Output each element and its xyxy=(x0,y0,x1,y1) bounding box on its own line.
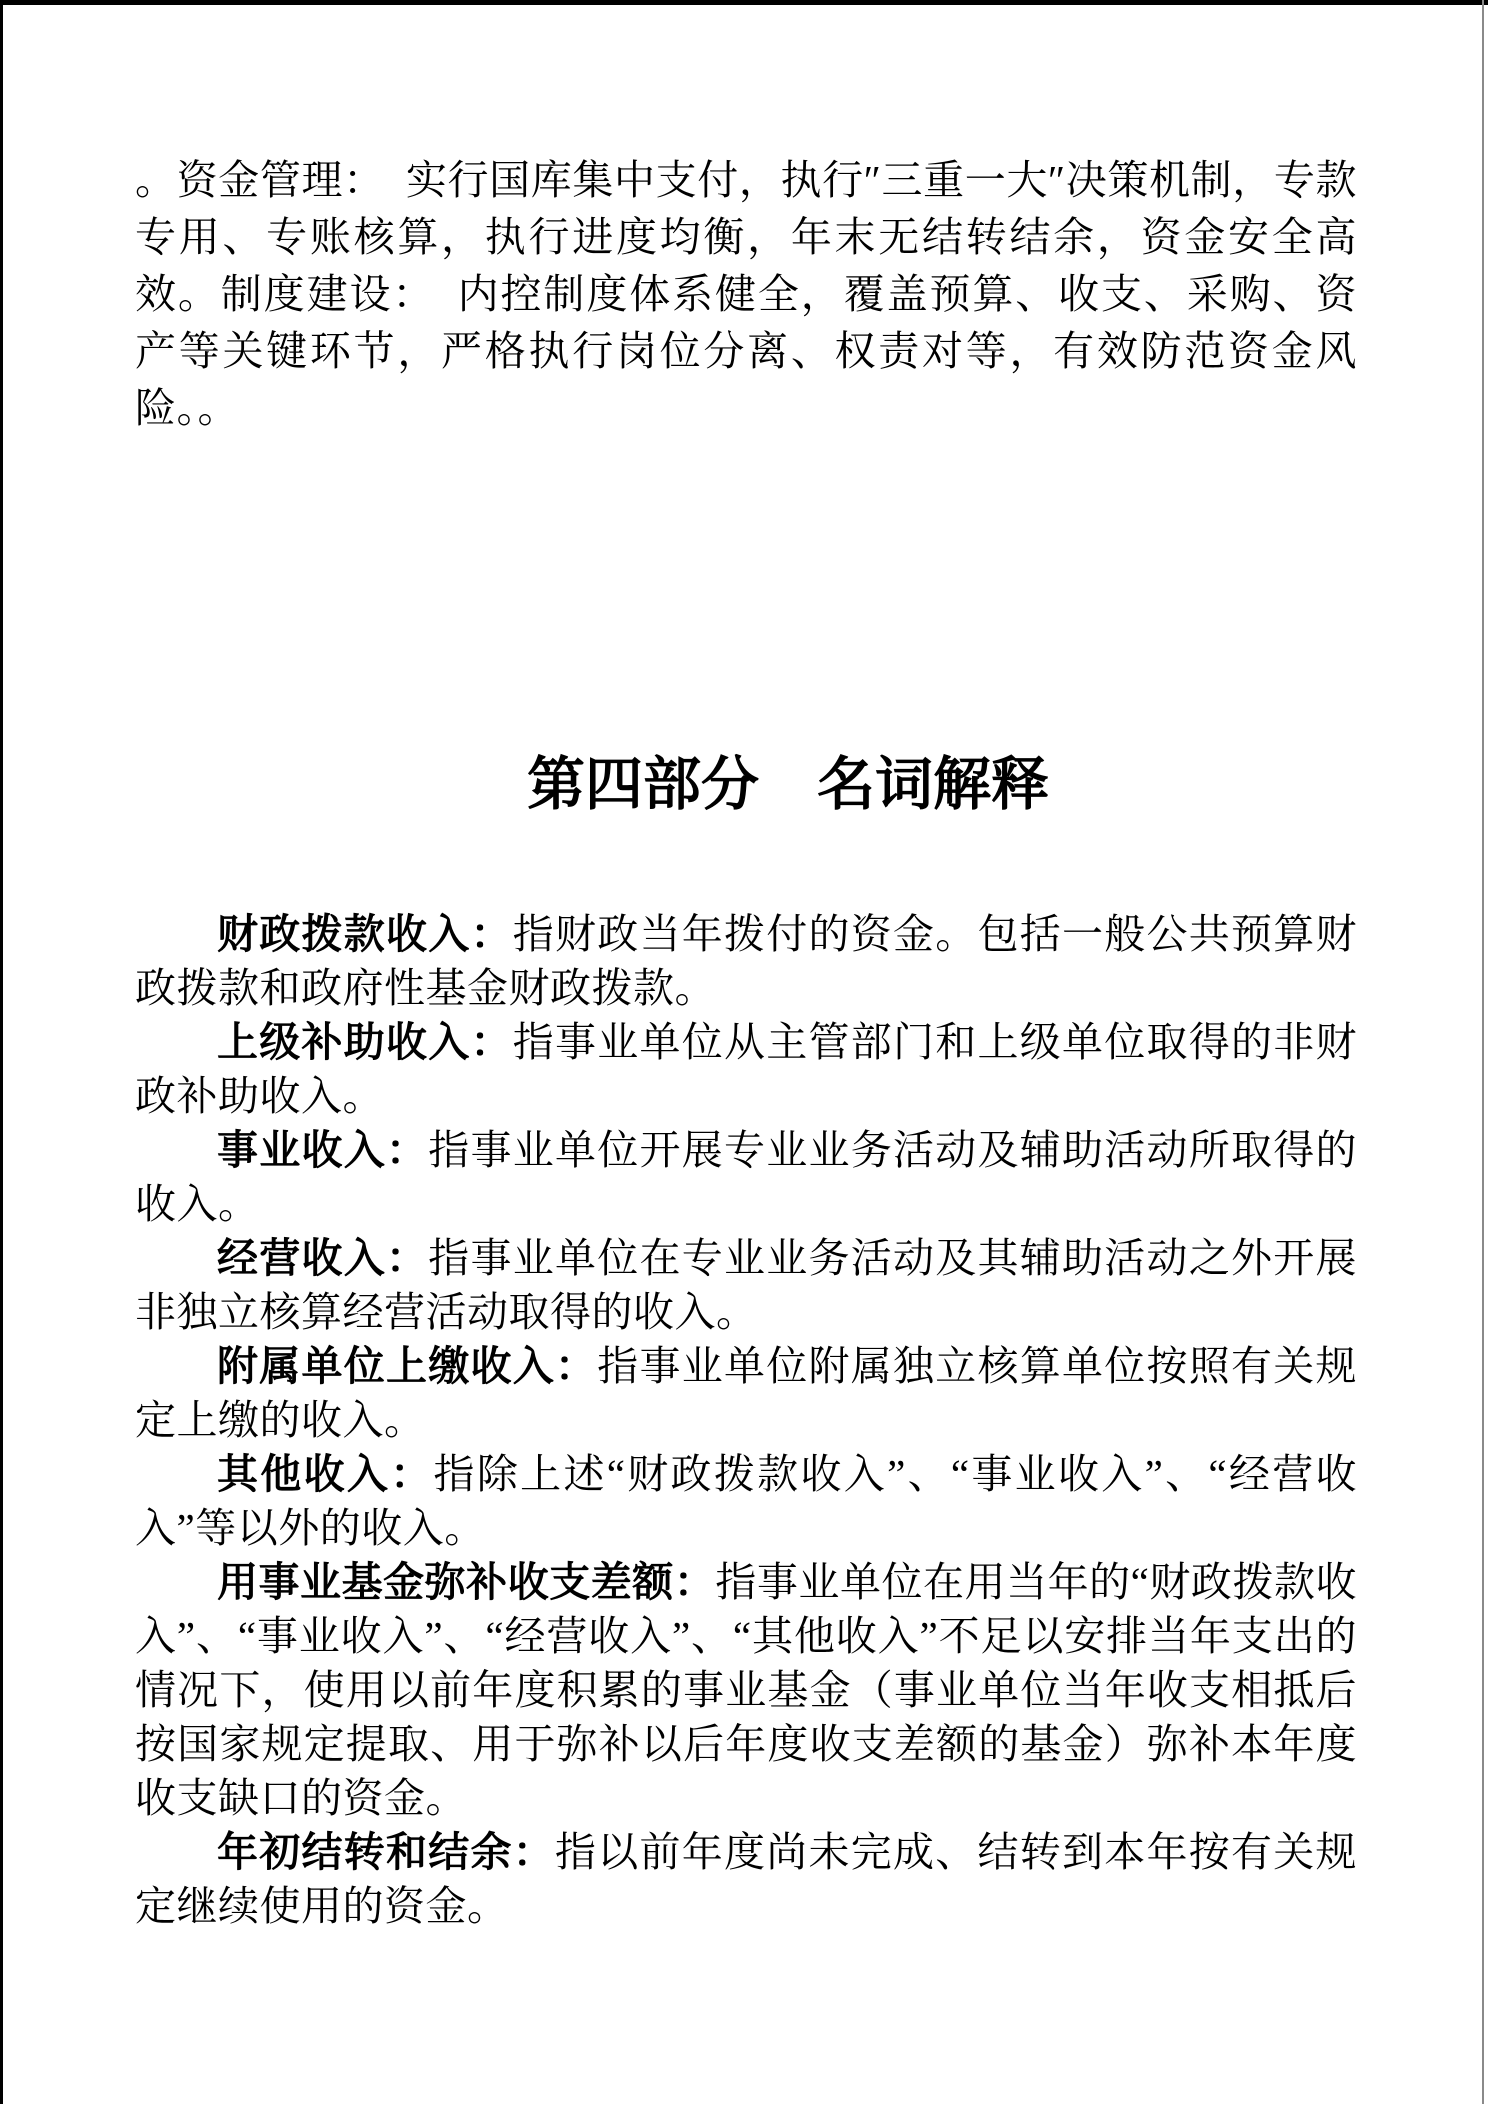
definition-item xyxy=(135,1231,1357,1339)
definition-term: 附属单位上缴收入： xyxy=(217,1343,598,1389)
definition-item xyxy=(135,1015,1357,1123)
section-title: 第四部分 名词解释 xyxy=(526,752,1049,817)
definition-item xyxy=(135,1825,1357,1933)
intro-paragraph: 。资金管理： 实行国库集中支付，执行″三重一大″决策机制，专款专用、专账核算，执行进度均衡，年末无结转结余，资金安全高效。制度建设： 内控制度体系健全，覆盖预算、收支、采购、资产等关键环节，严格执行岗位分离、权责对等，有效防范资金风险。。 xyxy=(135,157,1357,431)
page-edge-right xyxy=(1482,0,1484,2104)
definition-text: 指事业单位在用当年的“财政拨款收入”、“事业收入”、“经营收入”、“其他收入”不足以安排当年支出的情况下，使用以前年度积累的事业基金（事业单位当年收支相抵后按国家规定提取、用于弥补以后年度收支差额的基金）弥补本年度收支缺口的资金。 xyxy=(135,1559,1357,1821)
definition-term: 上级补助收入： xyxy=(217,1019,513,1065)
definition-item xyxy=(135,1447,1357,1555)
page-edge-left xyxy=(0,0,3,2104)
definition-term: 年初结转和结余： xyxy=(217,1829,555,1875)
definition-text: 指事业单位附属独立核算单位按照有关规定上缴的收入。 xyxy=(135,1343,1357,1443)
definition-text: 指事业单位在专业业务活动及其辅助活动之外开展非独立核算经营活动取得的收入。 xyxy=(135,1235,1357,1335)
definition-text: 指财政当年拨付的资金。包括一般公共预算财政拨款和政府性基金财政拨款。 xyxy=(135,911,1357,1011)
definition-text: 指事业单位开展专业业务活动及辅助活动所取得的收入。 xyxy=(135,1127,1357,1227)
definition-term: 事业收入： xyxy=(217,1127,429,1173)
document-content xyxy=(135,0,1357,1933)
definition-text: 指以前年度尚未完成、结转到本年按有关规定继续使用的资金。 xyxy=(135,1829,1357,1929)
definition-text: 指除上述“财政拨款收入”、“事业收入”、“经营收入”等以外的收入。 xyxy=(135,1451,1358,1551)
definition-item xyxy=(135,1123,1357,1231)
definition-term: 财政拨款收入： xyxy=(217,911,513,957)
definition-term: 经营收入： xyxy=(217,1235,429,1281)
definition-item xyxy=(135,1339,1357,1447)
definitions-list xyxy=(135,907,1357,1933)
definition-item xyxy=(135,907,1357,1015)
definition-term: 其他收入： xyxy=(217,1451,434,1497)
definition-item xyxy=(135,1555,1357,1825)
definition-text: 指事业单位从主管部门和上级单位取得的非财政补助收入。 xyxy=(135,1019,1357,1119)
definition-term: 用事业基金弥补收支差额： xyxy=(217,1559,716,1605)
